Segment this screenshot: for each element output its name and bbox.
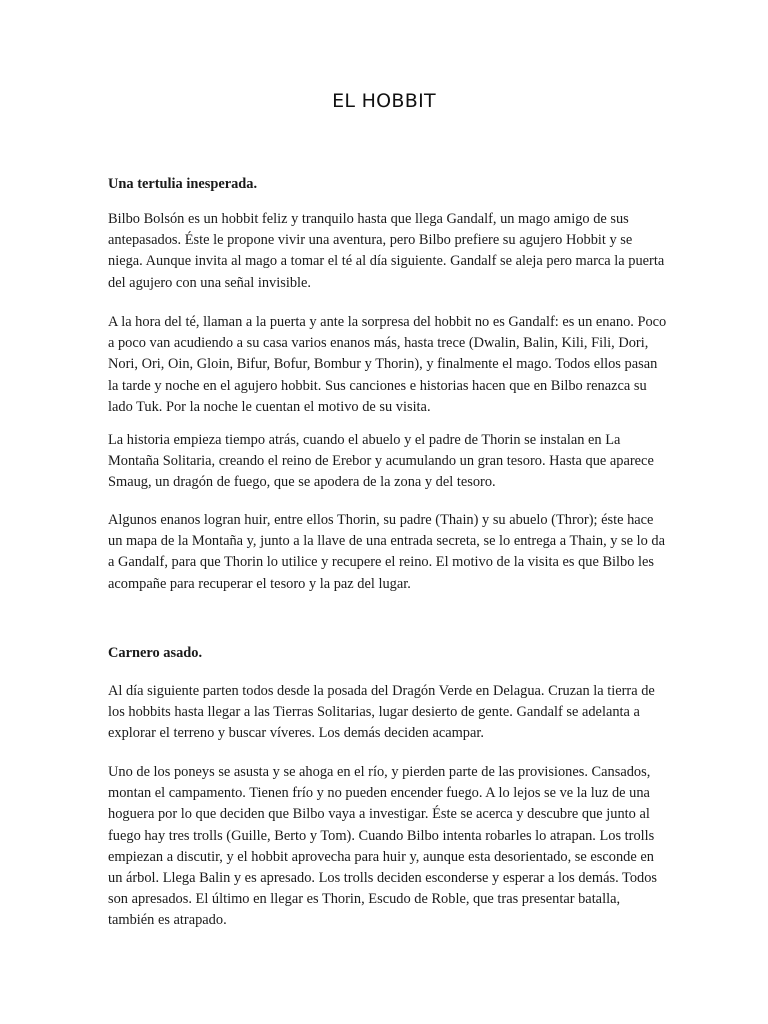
page-title: EL HOBBIT bbox=[332, 90, 436, 112]
paragraph: Algunos enanos logran huir, entre ellos Thorin, su padre (Thain) y su abuelo (Thror); éste hace un mapa de la Montaña y, junto a la llave de una entrada secreta, se lo entrega a Thain, y se lo da a Gandalf, para que Thorin lo utilice y recupere el reino. El motivo de la visita es que Bilbo les acompañe para recuperar el tesoro y la paz del lugar. bbox=[108, 512, 666, 592]
paragraph: Uno de los poneys se asusta y se ahoga en el río, y pierden parte de las provisiones. Cansados, montan el campamento. Tienen frío y no pueden encender fuego. A lo lejos se ve la luz de una hoguera por lo que deciden que Bilbo vaya a investigar. Éste se acerca y descubre que junto al fuego hay tres trolls (Guille, Berto y Tom). Cuando Bilbo intenta robarles lo atrapan. Los trolls empiezan a discutir, y el hobbit aprovecha para huir y, aunque esta desorientado, se esconde en un árbol. Llega Balin y es apresado. Los trolls deciden esconderse y esperar a los demás. Todos son apresados. El último en llegar es Thorin, Escudo de Roble, que tras presentar batalla, también es atrapado. bbox=[108, 764, 658, 929]
paragraph: A la hora del té, llaman a la puerta y ante la sorpresa del hobbit no es Gandalf: es un enano. Poco a poco van acudiendo a su casa varios enanos más, hasta trece (Dwalin, Balin, Kili, Fili, Dori, Nori, Ori, Oin, Gloin, Bifur, Bofur, Bombur y Thorin), y finalmente el mago. Todos ellos pasan la tarde y noche en el agujero hobbit. Sus canciones e historias hacen que en Bilbo renazca su lado Tuk. Por la noche le cuentan el motivo de su visita. bbox=[108, 314, 667, 415]
paragraph: Al día siguiente parten todos desde la posada del Dragón Verde en Delagua. Cruzan la tierra de los hobbits hasta llegar a las Tierras Solitarias, lugar desierto de gente. Gandalf se adelanta a explorar el terreno y buscar víveres. Los demás deciden acampar. bbox=[108, 683, 655, 742]
paragraph: La historia empieza tiempo atrás, cuando el abuelo y el padre de Thorin se instalan en La Montaña Solitaria, creando el reino de Erebor y acumulando un gran tesoro. Hasta que aparece Smaug, un dragón de fuego, que se apodera de la zona y del tesoro. bbox=[108, 432, 654, 491]
section-heading: Carnero asado. bbox=[108, 645, 203, 661]
paragraph: Bilbo Bolsón es un hobbit feliz y tranquilo hasta que llega Gandalf, un mago amigo de sus antepasados. Éste le propone vivir una aventura, pero Bilbo prefiere su agujero Hobbit y se niega. Aunque invita al mago a tomar el té al día siguiente. Gandalf se aleja pero marca la puerta del agujero con una señal invisible. bbox=[108, 211, 665, 291]
section-heading: Una tertulia inesperada. bbox=[108, 176, 258, 192]
